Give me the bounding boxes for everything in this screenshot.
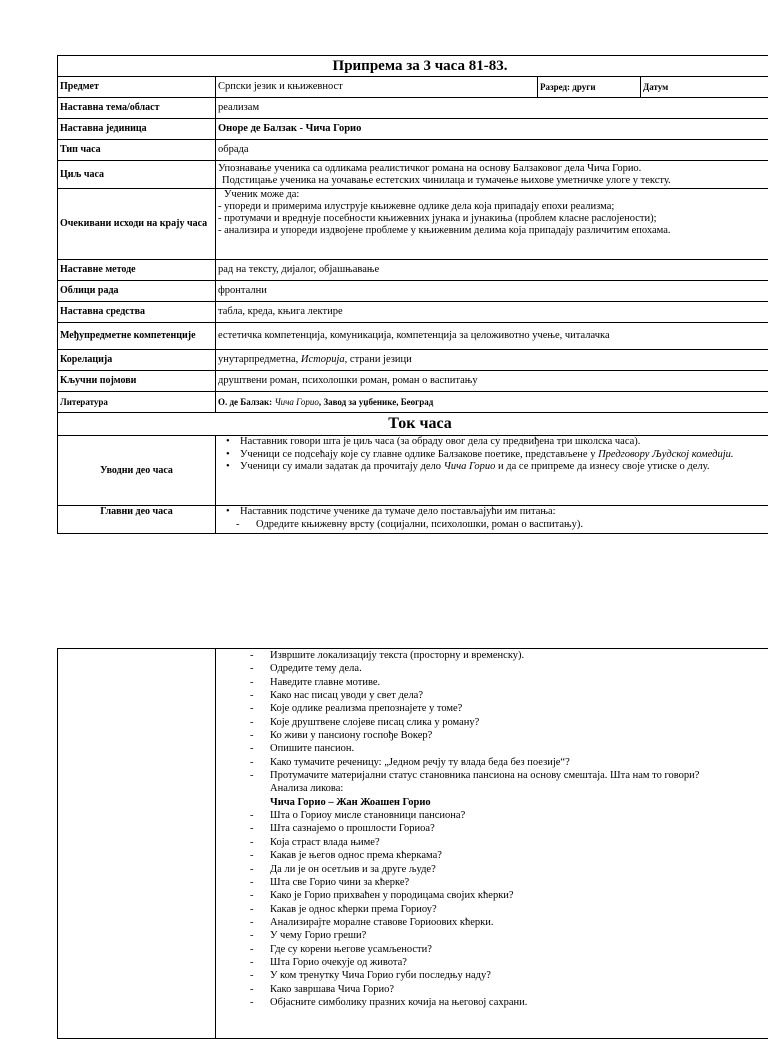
main-part-bullet: • Наставник подстиче ученике да тумаче дело постављајући им питања: bbox=[240, 506, 768, 519]
question-item: - Одредите књижевну врсту (социјални, психолошки, роман о васпитању). bbox=[256, 519, 768, 531]
topic-label: Наставна тема/област bbox=[58, 98, 216, 119]
outcome-item: - упореди и примерима илуструје књижевне одлике дела која припадају епохи реализма; bbox=[218, 201, 768, 213]
type-label: Тип часа bbox=[58, 140, 216, 161]
question-item: - Извршите локализацију текста (просторну и временску). bbox=[270, 649, 768, 662]
unit-label: Наставна јединица bbox=[58, 119, 216, 140]
subject-label: Предмет bbox=[58, 77, 216, 98]
literature-value bbox=[216, 392, 768, 413]
main-part-label: Главни део часа bbox=[58, 506, 216, 534]
concepts-value: друштвени роман, психолошки роман, роман о васпитању bbox=[216, 371, 768, 392]
question-item: - Протумачите материјални статус становника пансиона на основу смештаја. Шта нам то говори? bbox=[270, 769, 768, 782]
correlation-value bbox=[216, 350, 768, 371]
section-title: Ток часа bbox=[58, 413, 768, 436]
analysis-block bbox=[218, 782, 768, 809]
question-item: - Опишите пансион. bbox=[270, 742, 768, 755]
lesson-plan-table bbox=[57, 55, 768, 534]
competences-label: Међупредметне компетенције bbox=[58, 323, 216, 350]
concepts-label: Кључни појмови bbox=[58, 371, 216, 392]
methods-label: Наставне методе bbox=[58, 260, 216, 281]
forms-label: Облици рада bbox=[58, 281, 216, 302]
literature-label: Литература bbox=[58, 392, 216, 413]
question-item: - Које одлике реализма препознајете у томе? bbox=[270, 702, 768, 715]
forms-value: фронтални bbox=[216, 281, 768, 302]
literature-author: О. де Балзак: bbox=[218, 397, 274, 407]
competences-value: естетичка компетенција, комуникација, компетенција за целоживотно учење, читалачка bbox=[216, 323, 768, 350]
goal-value bbox=[216, 161, 768, 189]
continuation-content bbox=[216, 649, 768, 1039]
intro-item bbox=[240, 461, 768, 474]
goal-line-1: Упознавање ученика са одликама реалистичког романа на основу Балзаковог дела Чича Горио. bbox=[218, 163, 768, 175]
question-item: - Која страст влада њиме? bbox=[270, 836, 768, 849]
question-item: - Како је Горио прихваћен у породицама својих кћерки? bbox=[270, 889, 768, 902]
outcomes-value bbox=[216, 189, 768, 260]
main-part-content bbox=[216, 506, 768, 534]
literature-title: Чича Горио bbox=[274, 397, 318, 407]
question-item: - Шта о Гориоу мисле становници пансиона? bbox=[270, 809, 768, 822]
grade-label: Разред: други bbox=[538, 77, 641, 98]
question-item: - Шта све Горио чини за кћерке? bbox=[270, 876, 768, 889]
correlation-label: Корелација bbox=[58, 350, 216, 371]
unit-value: Оноре де Балзак - Чича Горио bbox=[216, 119, 768, 140]
intro-item: • Наставник говори шта је циљ часа (за обраду овог дела су предвиђена три школска часа). bbox=[240, 436, 768, 449]
intro-item-italic: Предговору Људској комедији. bbox=[598, 449, 733, 460]
subject-value: Српски језик и књижевност bbox=[216, 77, 538, 98]
question-item: - Какав је његов однос према кћеркама? bbox=[270, 849, 768, 862]
aids-label: Наставна средства bbox=[58, 302, 216, 323]
question-item: - Наведите главне мотиве. bbox=[270, 676, 768, 689]
continuation-label-cell bbox=[58, 649, 216, 1039]
question-item: - Ко живи у пансиону госпође Вокер? bbox=[270, 729, 768, 742]
intro-item-italic: Чича Горио bbox=[444, 461, 496, 472]
analysis-heading: Чича Горио – Жан Жоашен Горио bbox=[270, 796, 768, 809]
question-item: - Шта Горио очекује од живота? bbox=[270, 956, 768, 969]
question-item: - Одредите тему дела. bbox=[270, 662, 768, 675]
question-item: - Где су корени његове усамљености? bbox=[270, 943, 768, 956]
correlation-italic: Историја bbox=[301, 354, 345, 365]
type-value: обрада bbox=[216, 140, 768, 161]
literature-publisher: , Завод за уџбенике, Београд bbox=[319, 397, 433, 407]
goal-line-2: Подстицање ученика на уочавање естетских чинилаца и тумачење њихове уметничке улоге у тексту. bbox=[218, 175, 768, 187]
intro-item-text-end: и да се припреме да изнесу своје утиске о делу. bbox=[495, 461, 709, 472]
question-item: - У чему Горио греши? bbox=[270, 929, 768, 942]
intro-item-text: Ученици су имали задатак да прочитају дело bbox=[240, 461, 444, 472]
correlation-text: унутарпредметна, bbox=[218, 354, 301, 365]
question-item: - Какав је однос кћерки према Гориоу? bbox=[270, 903, 768, 916]
question-item: - У ком тренутку Чича Горио губи последњу наду? bbox=[270, 969, 768, 982]
question-item: - Како тумачите реченицу: „Једном речју ту влада беда без поезије“? bbox=[270, 756, 768, 769]
methods-value: рад на тексту, дијалог, објашњавање bbox=[216, 260, 768, 281]
analysis-label: Анализа ликова: bbox=[270, 782, 768, 795]
intro-item-text: Ученици се подсећају које су главне одлике Балзакове поетике, представљене у bbox=[240, 449, 598, 460]
lesson-plan-table-continued bbox=[57, 648, 768, 1039]
intro-part-content bbox=[216, 436, 768, 506]
intro-part-label: Уводни део часа bbox=[58, 436, 216, 506]
questions-list-b bbox=[218, 809, 768, 1009]
question-item: - Које друштвене слојеве писац слика у роману? bbox=[270, 716, 768, 729]
topic-value: реализам bbox=[216, 98, 768, 119]
question-item: - Анализирајте моралне ставове Гориоових кћерки. bbox=[270, 916, 768, 929]
outcome-item: - анализира и упореди издвојене проблеме у књижевним делима која припадају различитим епохама. bbox=[218, 225, 768, 237]
question-item: - Да ли је он осетљив и за друге људе? bbox=[270, 863, 768, 876]
correlation-text-end: , страни језици bbox=[345, 354, 412, 365]
outcome-item: - протумачи и вреднује посебности књижевних јунака и јунакиња (проблем класне раслојености); bbox=[218, 213, 768, 225]
intro-item bbox=[240, 449, 768, 462]
question-item: - Шта сазнајемо о прошлости Гориоа? bbox=[270, 822, 768, 835]
questions-list-a bbox=[218, 649, 768, 782]
question-item: - Објасните симболику празних кочија на његовој сахрани. bbox=[270, 996, 768, 1009]
document-title: Припрема за 3 часа 81-83. bbox=[58, 56, 768, 77]
goal-label: Циљ часа bbox=[58, 161, 216, 189]
date-label: Датум bbox=[641, 77, 768, 98]
outcomes-label: Очекивани исходи на крају часа bbox=[58, 189, 216, 260]
outcomes-intro: Ученик може да: bbox=[218, 189, 768, 201]
aids-value: табла, креда, књига лектире bbox=[216, 302, 768, 323]
question-item: - Како нас писац уводи у свет дела? bbox=[270, 689, 768, 702]
question-item: - Како завршава Чича Горио? bbox=[270, 983, 768, 996]
